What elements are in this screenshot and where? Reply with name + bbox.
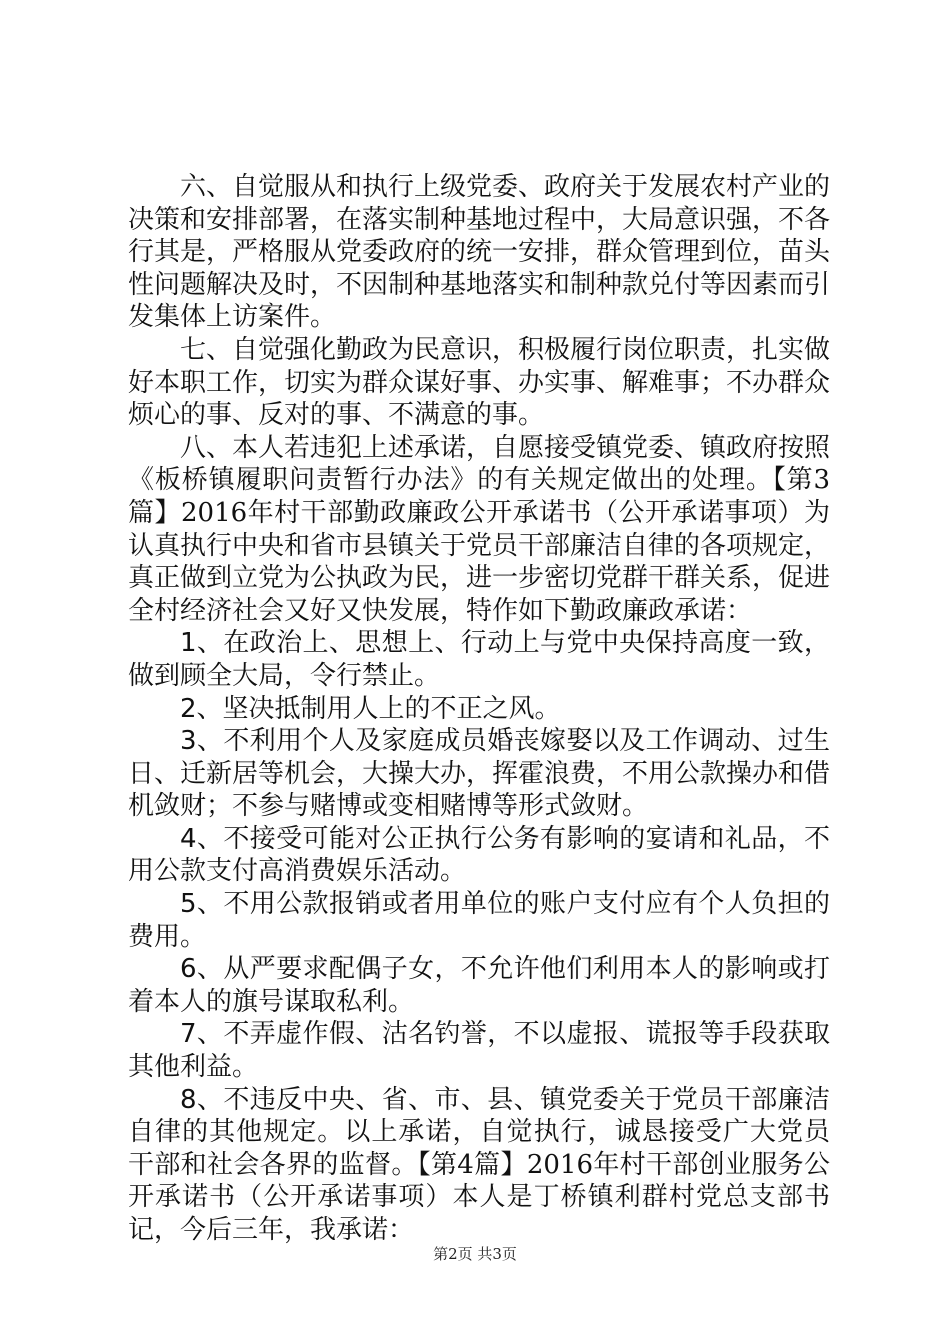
document-body (128, 171, 830, 1247)
pledge-item-6: 6、从严要求配偶子女，不允许他们利用本人的影响或打着本人的旗号谋取私利。 (128, 954, 830, 1017)
pledge-item-4: 4、不接受可能对公正执行公务有影响的宴请和礼品，不用公款支付高消费娱乐活动。 (128, 823, 830, 887)
pledge-item-3: 3、不利用个人及家庭成员婚丧嫁娶以及工作调动、过生日、迁新居等机会，大操大办，挥霍浪费，不用公款操办和借机敛财；不参与赌博或变相赌博等形式敛财。 (128, 726, 831, 822)
paragraph-8: 八、本人若违犯上述承诺，自愿接受镇党委、镇政府按照《板桥镇履职问责暂行办法》的有关规定做出的处理。【第3篇】2016年村干部勤政廉政公开承诺书（公开承诺事项）为认真执行中央和省市县镇关于党员干部廉洁自律的各项规定，真正做到立党为公执政为民，进一步密切党群干群关系，促进全村经济社会又好又快发展，特作如下勤政廉政承诺： (128, 432, 831, 626)
pledge-item-7: 7、不弄虚作假、沽名钓誉，不以虚报、谎报等手段获取其他利益。 (128, 1019, 830, 1083)
paragraph-7: 七、自觉强化勤政为民意识，积极履行岗位职责，扎实做好本职工作，切实为群众谋好事、办实事、解难事；不办群众烦心的事、反对的事、不满意的事。 (128, 334, 831, 431)
section-4-heading-text: 以上承诺，自觉执行，诚恳接受广大党员干部和社会各界的监督。【第4篇】2016年村干部创业服务公开承诺书（公开承诺事项）本人是丁桥镇利群村党总支部书记，今后三年，我承诺： (128, 1117, 830, 1245)
section-3-heading-text: 【第3篇】2016年村干部勤政廉政公开承诺书（公开承诺事项）为认真执行中央和省市县镇关于党员干部廉洁自律的各项规定，真正做到立党为公执政为民，进一步密切党群干群关系，促进全村经济社会又好又快发展，特作如下勤政廉政承诺： (128, 465, 831, 626)
pledge-item-1: 1、在政治上、思想上、行动上与党中央保持高度一致，做到顾全大局，令行禁止。 (128, 628, 830, 691)
pledge-item-8: 8、不违反中央、省、市、县、镇党委关于党员干部廉洁自律的其他规定。以上承诺，自觉执行，诚恳接受广大党员干部和社会各界的监督。【第4篇】2016年村干部创业服务公开承诺书（公开承诺事项）本人是丁桥镇利群村党总支部书记，今后三年，我承诺： (128, 1084, 830, 1245)
paragraph-6: 六、自觉服从和执行上级党委、政府关于发展农村产业的决策和安排部署，在落实制种基地过程中，大局意识强，不各行其是，严格服从党委政府的统一安排，群众管理到位，苗头性问题解决及时，不因制种基地落实和制种款兑付等因素而引发集体上访案件。 (128, 172, 831, 333)
pledge-item-2: 2、坚决抵制用人上的不正之风。 (180, 693, 561, 724)
page-footer: 第2页 共3页 (433, 1245, 517, 1263)
pledge-item-5: 5、不用公款报销或者用单位的账户支付应有个人负担的费用。 (128, 889, 830, 952)
